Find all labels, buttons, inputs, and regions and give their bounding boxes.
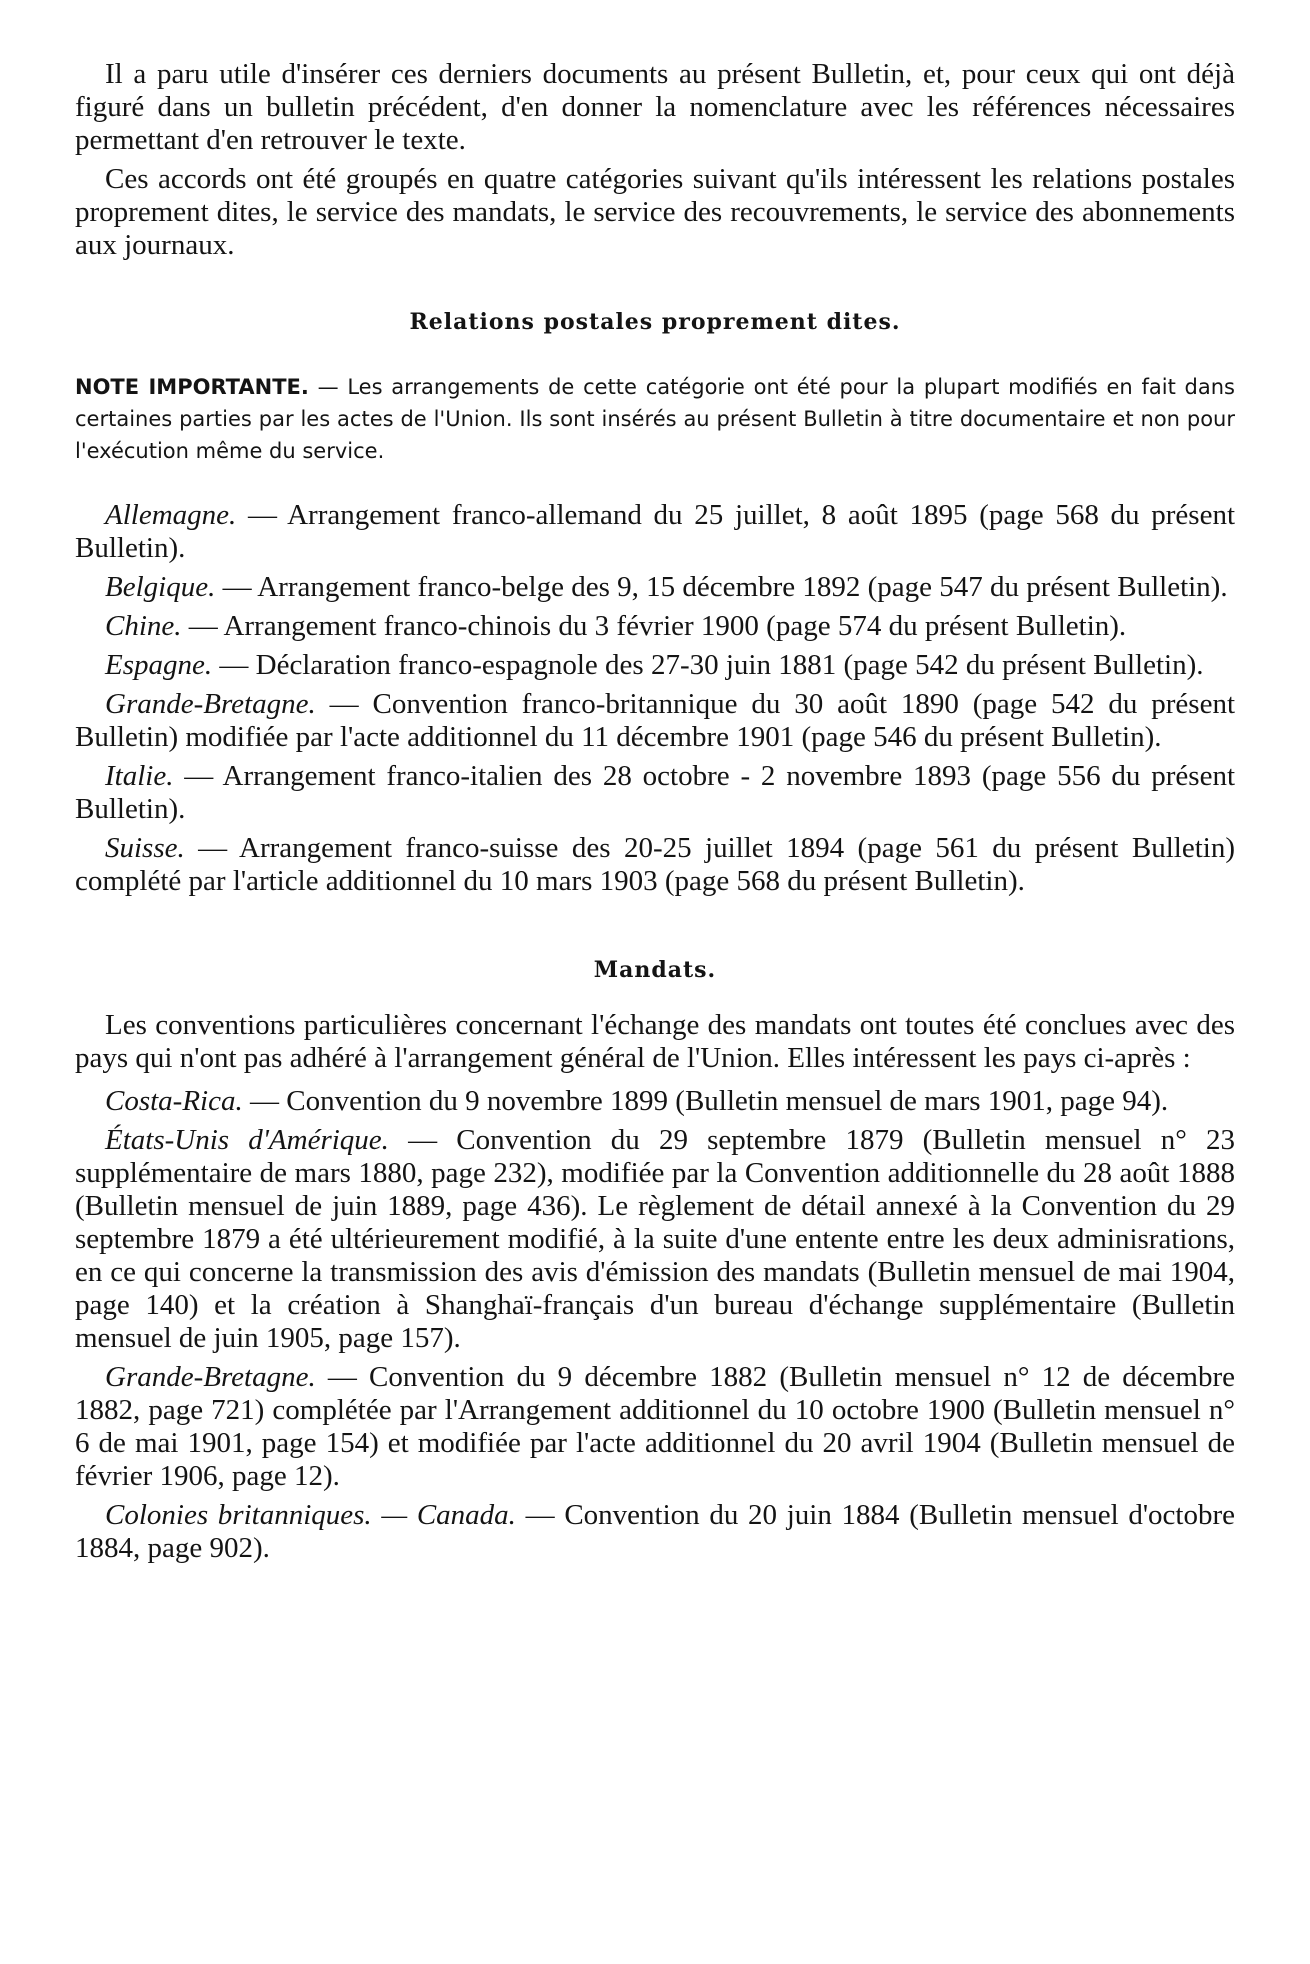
entry-text: Convention du 9 décembre 1882 (Bulletin mensuel n° 12 de décembre 1882, page 721) complétée par l'Arrangement additionnel du 10 octobre 1900 (Bulletin mensuel n° 6 de mai 1901, page 154) et modifiée par l'acte additionnel du 20 avril 1904 (Bulletin mensuel de février 1906, page 12). [75, 1361, 1235, 1492]
entry-text: Arrangement franco-chinois du 3 février 1900 (page 574 du présent Bulletin). [223, 610, 1127, 642]
note-label: NOTE IMPORTANTE. [75, 375, 309, 399]
entry-italie: Italie. — Arrangement franco-italien des 28 octobre - 2 novembre 1893 (page 556 du présent Bulletin). [75, 760, 1235, 825]
country-name: Grande-Bretagne. [105, 688, 316, 720]
entry-chine: Chine. — Arrangement franco-chinois du 3 février 1900 (page 574 du présent Bulletin). [105, 610, 1127, 642]
intro-paragraph-1: Il a paru utile d'insérer ces derniers documents au présent Bulletin, et, pour ceux qui ont déjà figuré dans un bulletin précédent, d'en donner la nomenclature avec les références nécessaires permettant d'en retrouver le texte. [75, 58, 1235, 156]
important-note [75, 371, 1235, 467]
relations-heading: Relations postales proprement dites. [409, 309, 901, 335]
country-name: Suisse. [105, 832, 185, 864]
entry-text: Arrangement franco-suisse des 20-25 juillet 1894 (page 561 du présent Bulletin) complété par l'article additionnel du 10 mars 1903 (page 568 du présent Bulletin). [75, 832, 1236, 897]
entry-espagne: Espagne. — Déclaration franco-espagnole des 27-30 juin 1881 (page 542 du présent Bulletin). [105, 649, 1204, 681]
entry-grande-bretagne-mandats: Grande-Bretagne. — Convention du 9 décembre 1882 (Bulletin mensuel n° 12 de décembre 1882, page 721) complétée par l'Arrangement additionnel du 10 octobre 1900 (Bulletin mensuel n° 6 de mai 1901, page 154) et modifiée par l'acte additionnel du 20 avril 1904 (Bulletin mensuel de février 1906, page 12). [75, 1361, 1235, 1492]
entry-allemagne: Allemagne. — Arrangement franco-allemand du 25 juillet, 8 août 1895 (page 568 du présent Bulletin). [75, 499, 1235, 564]
entry-text: Arrangement franco-italien des 28 octobre - 2 novembre 1893 (page 556 du présent Bulletin). [75, 760, 1235, 825]
country-name: Costa-Rica. [105, 1085, 243, 1117]
entry-text: Convention du 29 septembre 1879 (Bulletin mensuel n° 23 supplémentaire de mars 1880, page 232), modifiée par la Convention additionnelle du 28 août 1888 (Bulletin mensuel de juin 1889, page 436). Le règlement de détail annexé à la Convention du 29 septembre 1879 a été ultérieurement modifié, à la suite d'une entente entre les deux adminisrations, en ce qui concerne la transmission des avis d'émission des mandats (Bulletin mensuel de mai 1904, page 140) et la création à Shanghaï-français d'un bureau d'échange supplémentaire (Bulletin mensuel de juin 1905, page 157). [75, 1124, 1235, 1354]
entry-text: Convention franco-britannique du 30 août 1890 (page 542 du présent Bulletin) modifiée par l'acte additionnel du 11 décembre 1901 (page 546 du présent Bulletin). [75, 688, 1236, 753]
country-name: États-Unis d'Amérique. [105, 1124, 389, 1156]
entry-colonies-britanniques: Colonies britanniques. — Canada. — Convention du 20 juin 1884 (Bulletin mensuel d'octobre 1884, page 902). [75, 1499, 1236, 1564]
entry-text: Arrangement franco-belge des 9, 15 décembre 1892 (page 547 du présent Bulletin). [257, 571, 1228, 603]
note-text: — Les arrangements de cette catégorie ont été pour la plupart modifiés en fait dans certaines parties par les actes de l'Union. Ils sont insérés au présent Bulletin à titre documentaire et non pour l'exécution même du service. [75, 375, 1235, 463]
entry-costa-rica: Costa-Rica. — Convention du 9 novembre 1899 (Bulletin mensuel de mars 1901, page 94). [105, 1085, 1169, 1117]
entry-grande-bretagne: Grande-Bretagne. — Convention franco-britannique du 30 août 1890 (page 542 du présent Bulletin) modifiée par l'acte additionnel du 11 décembre 1901 (page 546 du présent Bulletin). [75, 688, 1236, 753]
relations-list [75, 499, 1235, 898]
country-name: Colonies britanniques. — Canada. [105, 1499, 516, 1531]
entry-text: Convention du 9 novembre 1899 (Bulletin mensuel de mars 1901, page 94). [286, 1085, 1169, 1117]
country-name: Chine. [105, 610, 182, 642]
country-name: Italie. [105, 760, 174, 792]
entry-text: Déclaration franco-espagnole des 27-30 juin 1881 (page 542 du présent Bulletin). [255, 649, 1204, 681]
intro-section [75, 58, 1235, 262]
entry-suisse: Suisse. — Arrangement franco-suisse des 20-25 juillet 1894 (page 561 du présent Bulletin) complété par l'article additionnel du 10 mars 1903 (page 568 du présent Bulletin). [75, 832, 1236, 897]
entry-belgique: Belgique. — Arrangement franco-belge des 9, 15 décembre 1892 (page 547 du présent Bulletin). [105, 571, 1228, 603]
mandats-list [75, 1085, 1235, 1565]
intro-paragraph-2: Ces accords ont été groupés en quatre catégories suivant qu'ils intéressent les relations postales proprement dites, le service des mandats, le service des recouvrements, le service des abonnements aux journaux. [75, 163, 1235, 261]
entry-text: Arrangement franco-allemand du 25 juillet, 8 août 1895 (page 568 du présent Bulletin). [75, 499, 1235, 564]
entry-text: Convention du 20 juin 1884 (Bulletin mensuel d'octobre 1884, page 902). [75, 1499, 1236, 1564]
entry-etats-unis: États-Unis d'Amérique. — Convention du 29 septembre 1879 (Bulletin mensuel n° 23 supplémentaire de mars 1880, page 232), modifiée par la Convention additionnelle du 28 août 1888 (Bulletin mensuel de juin 1889, page 436). Le règlement de détail annexé à la Convention du 29 septembre 1879 a été ultérieurement modifié, à la suite d'une entente entre les deux adminisrations, en ce qui concerne la transmission des avis d'émission des mandats (Bulletin mensuel de mai 1904, page 140) et la création à Shanghaï-français d'un bureau d'échange supplémentaire (Bulletin mensuel de juin 1905, page 157). [75, 1124, 1235, 1354]
mandats-intro: Les conventions particulières concernant l'échange des mandats ont toutes été conclues avec des pays qui n'ont pas adhéré à l'arrangement général de l'Union. Elles intéressent les pays ci-après : [75, 1009, 1235, 1074]
country-name: Allemagne. [105, 499, 237, 531]
country-name: Grande-Bretagne. [105, 1361, 316, 1393]
country-name: Espagne. [105, 649, 213, 681]
country-name: Belgique. [105, 571, 216, 603]
mandats-heading: Mandats. [593, 957, 717, 983]
